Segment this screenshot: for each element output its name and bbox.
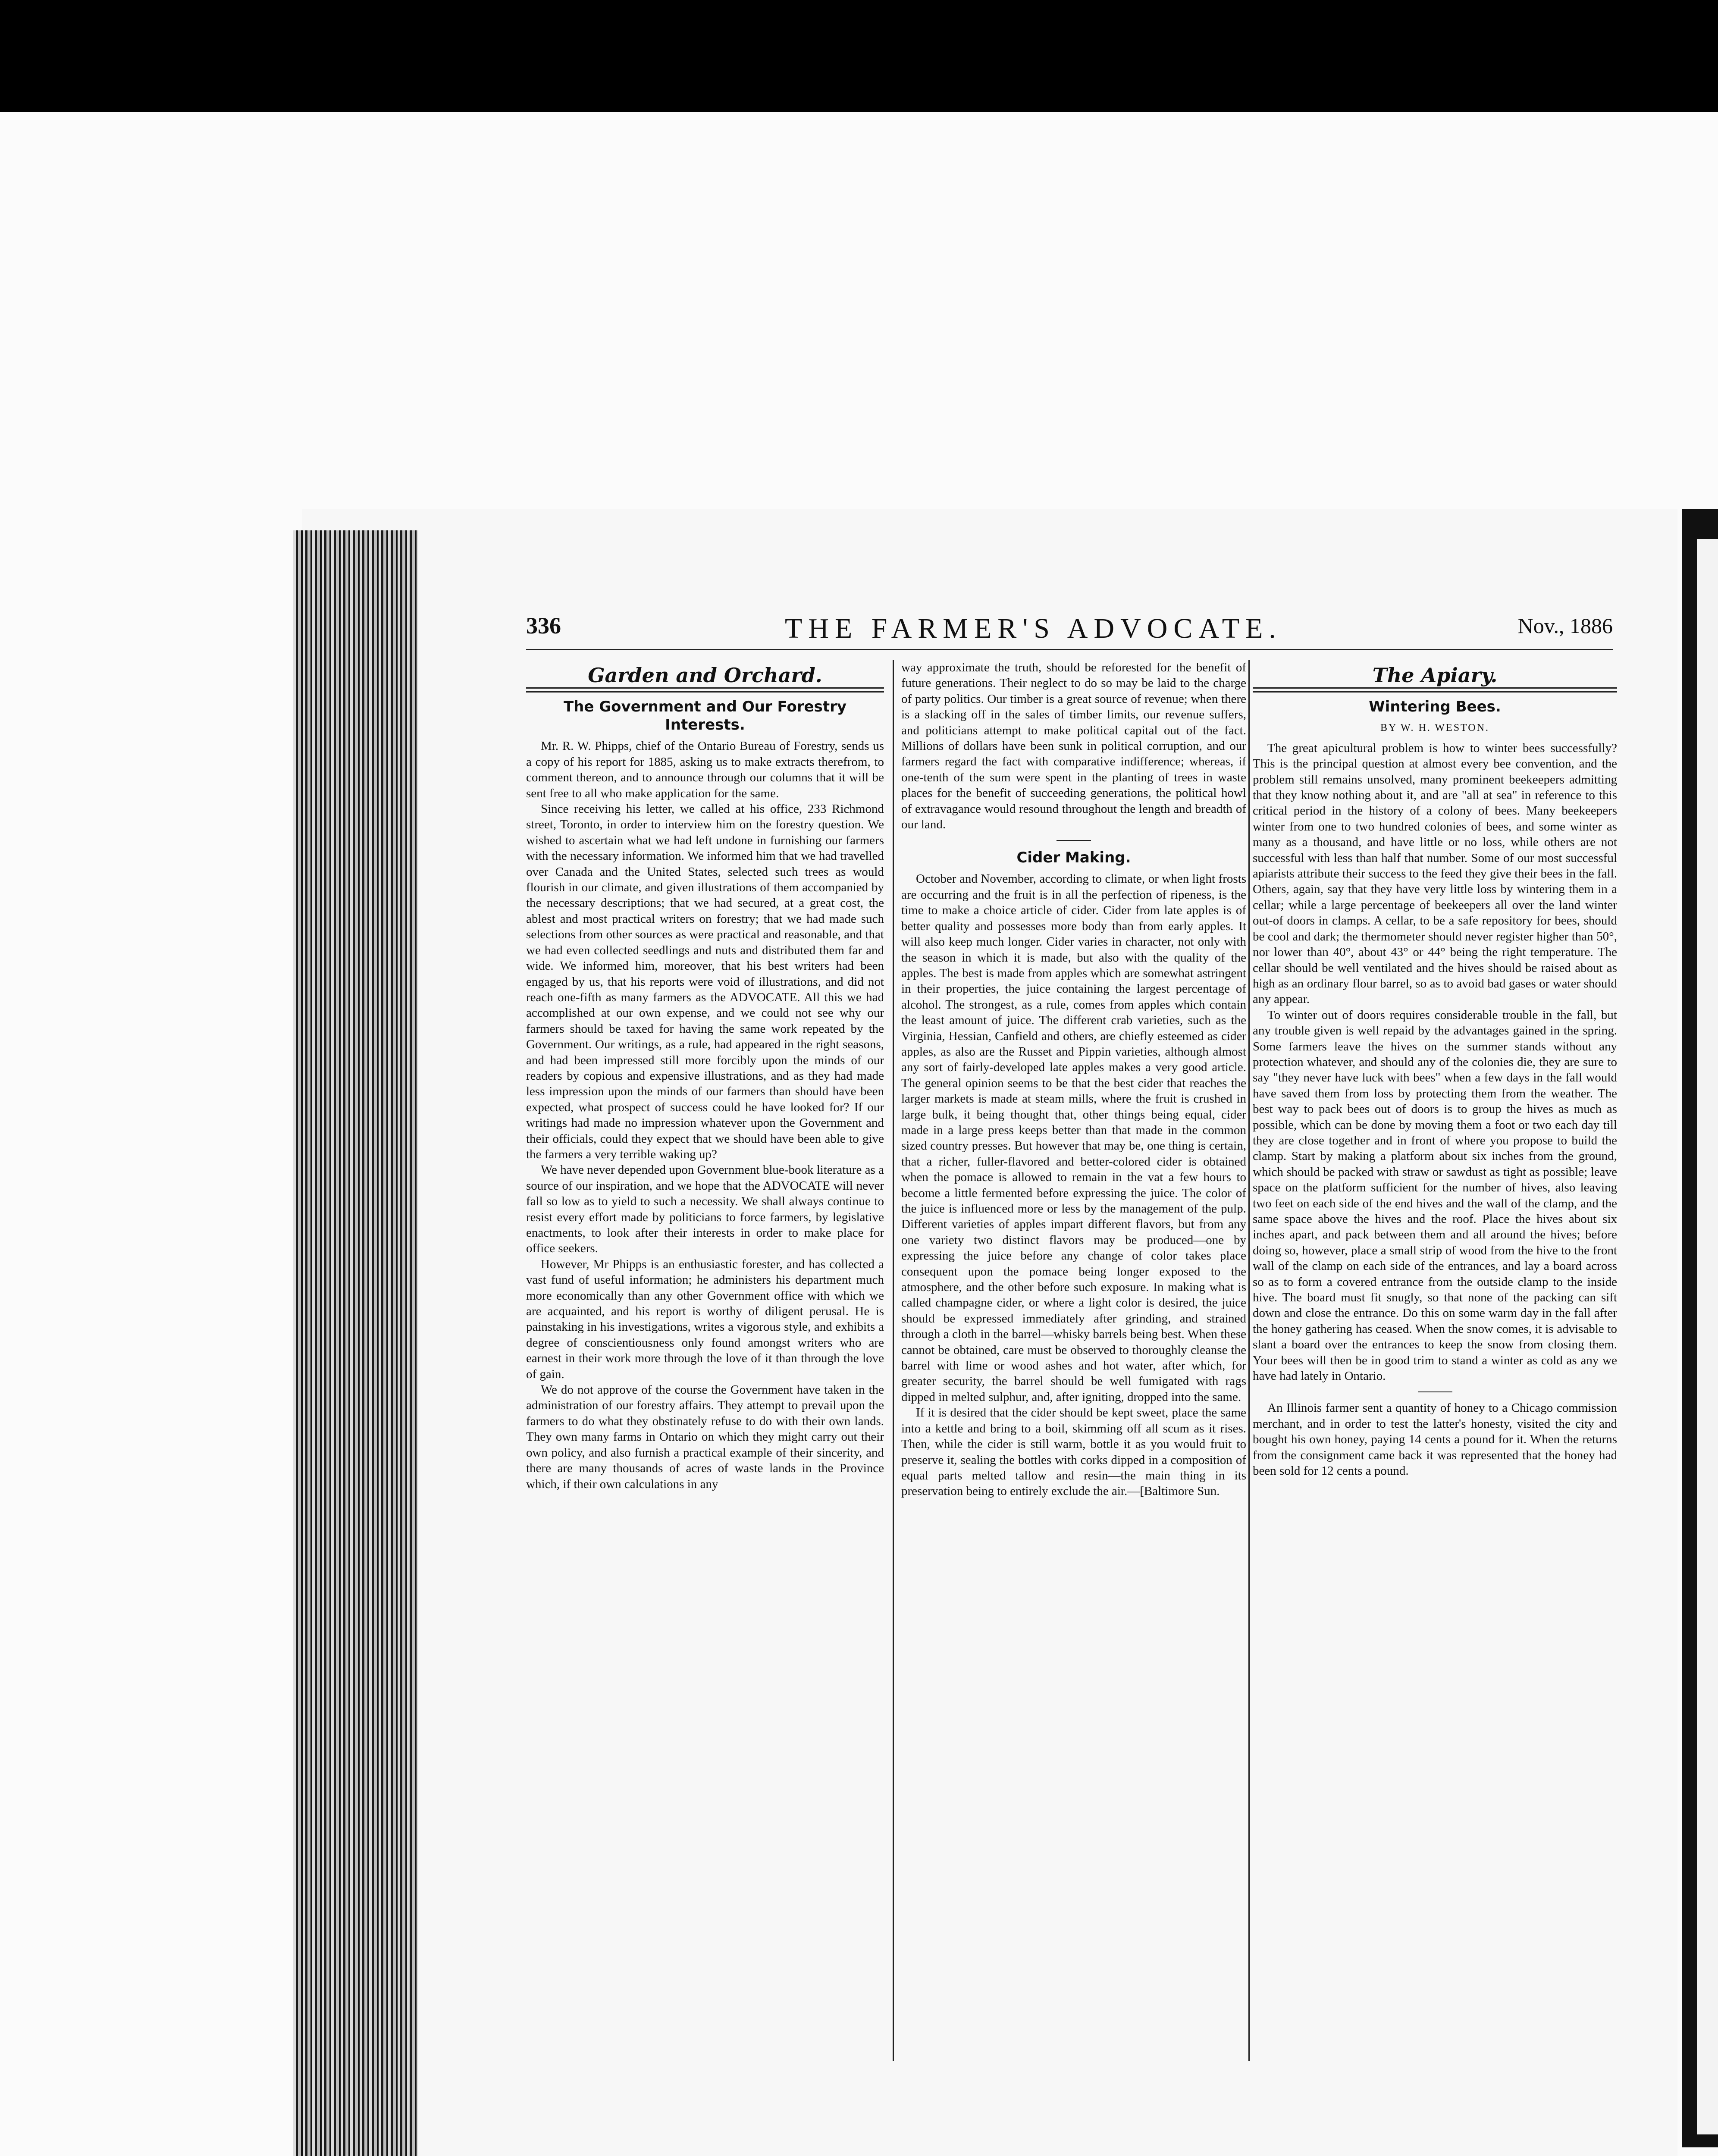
column-1 — [526, 660, 884, 1492]
issue-date: Nov., 1886 — [1517, 614, 1613, 638]
page-header — [526, 612, 1613, 651]
paragraph: Since receiving his letter, we called at his office, 233 Richmond street, Toronto, in order to interview him on the forestry question. We wished to ascertain what we had left undone in furnishing our farmers with the necessary information. We informed him that we had travelled over Canada and the United States, selected such trees as would flourish in our climate, and given illustrations of them accompanied by the necessary descriptions; that we had secured, at a great cost, the ablest and most practical writers on forestry; that we had made such selections from other sources as were practical and reasonable, and that we had even collected seedlings and nuts and distributed them far and wide. We informed him, moreover, that his best writers had been engaged by us, that his reports were void of illustrations, and did not reach one-fifth as many farmers as the ADVOCATE. All this we had accomplished at our own expense, and we could not see why our farmers should be taxed for having the same work repeated by the Government. Our writings, as a rule, had appeared in the right seasons, and had been impressed still more forcibly upon the minds of our readers by copious and expensive illustrations, and as they had made less impression upon the minds of our farmers than should have been expected, what prospect of success could he have looked for? If our writings had made no impression whatever upon the Government and their officials, could they expect that we should have been able to give the farmers a very terrible waking up? — [526, 802, 884, 1161]
article-title: Cider Making. — [1016, 849, 1131, 867]
paragraph: way approximate the truth, should be reforested for the benefit of future generations. Their neglect to do so may be laid to the charge of party politics. Our timber is a great source of revenue; when there is a slacking off in the sales of timber limits, our revenue suffers, and politicians attempt to make political capital out of the fact. Millions of dollars have been sunk in political corruption, and our farmers regard the fact with comparative indifference; whereas, if one-tenth of the sum were spent in the planting of trees in waste places for the benefit of succeeding generations, the political howl of extravagance would resound throughout the length and breadth of our land. — [901, 661, 1246, 832]
article-title: The Government and Our Forestry Interests. — [563, 698, 847, 734]
section-separator — [1418, 1391, 1452, 1392]
column-divider — [893, 660, 894, 2061]
byline: BY W. H. WESTON. — [1380, 722, 1489, 734]
department-heading: Garden and Orchard. — [588, 664, 822, 687]
department-heading: The Apiary. — [1372, 664, 1498, 687]
paragraph: We do not approve of the course the Government have taken in the administration of our forestry affairs. They attempt to prevail upon the farmers to do what they obstinately refuse to do with their own lands. They own many farms in Ontario on which they might carry out their own policy, and also furnish a practical example of their sincerity, and there are many thousands of acres of waste lands in the Province which, if their own calculations in any — [526, 1383, 884, 1491]
paragraph: To winter out of doors requires considerable trouble in the fall, but any trouble given is well repaid by the advantages gained in the spring. Some farmers leave the hives on the summer stands without any protection whatever, and should any of the colonies die, they are sure to say "they never have luck with bees" when a few days in the fall would have saved them from loss by protecting them from the weather. The best way to pack bees out of doors is to group the hives as much as possible, which can be done by moving them a foot or two each day till they are close together and in front of where you propose to build the clamp. Start by making a platform about six inches from the ground, which should be packed with straw or sawdust as tight as possible; leave space on the platform sufficient for the number of hives, also leaving two feet on each side of the end hives and the wall of the clamp, and the same space above the hives and the roof. Place the hives about six inches apart, and pack between them and all around the hives; before doing so, however, place a small strip of wood from the hive to the front wall of the clamp on each side of the entrances, and lay a board across so as to form a covered entrance from the outside clamp to the inside hive. The board must fit snugly, so that none of the packing can sift down and close the entrance. Do this on some warm day in the fall after the honey gathering has ceased. When the snow comes, it is advisable to slant a board over the entrances to keep the snow from closing them. Your bees will then be in good trim to stand a winter as cold as any we have had lately in Ontario. — [1253, 1008, 1617, 1383]
double-rule — [1253, 687, 1617, 693]
double-rule — [526, 687, 884, 693]
book-page-edges — [293, 530, 418, 2156]
page-number: 336 — [526, 613, 561, 639]
header-rule — [526, 649, 1613, 650]
paragraph: October and November, according to climate, or when light frosts are occurring and the fruit is in all the perfection of ripeness, is the time to make a choice article of cider. Cider from late apples is of better quality and possesses more body than from early apples. It will also keep much longer. Cider varies in character, not only with the season in which it is made, but also with the quality of the apples. The best is made from apples which are somewhat astringent in their properties, the juice containing the largest percentage of alcohol. The strongest, as a rule, comes from apples which contain the least amount of juice. The different crab varieties, such as the Virginia, Hessian, Canfield and others, are chiefly esteemed as cider apples, as also are the Russet and Pippin varieties, although almost any sort of fairly-developed late apples makes a very good article. The general opinion seems to be that the best cider that reaches the larger markets is made at steam mills, where the fruit is crushed in large bulk, it being thought that, other things being equal, cider made in a large press keeps better than that made in the common sized country presses. But however that may be, one thing is certain, that a richer, fuller-flavored and better-colored cider is obtained when the pomace is allowed to remain in the vat a few hours to become a little fermented before expressing the juice. The color of the juice is influenced more or less by the management of the pulp. Different varieties of apples impart different flavors, but from any one variety two distinct flavors may be produced—one by expressing the juice before any change of color takes place consequent upon the pomace being longer exposed to the atmosphere, and the other before such exposure. In making what is called champagne cider, or where a light color is desired, the juice should be expressed immediately after grinding, and strained through a cloth in the barrel—whisky barrels being best. When these cannot be obtained, care must be observed to thoroughly cleanse the barrel with lime or wood ashes and hot water, after which, for greater security, the barrel should be well fumigated with rags dipped in melted sulphur, and, after igniting, dropped into the same. — [901, 872, 1246, 1404]
paragraph: We have never depended upon Government blue-book literature as a source of our inspiration, and we hope that the ADVOCATE will never fall so low as to yield to such a necessity. We shall always continue to resist every effort made by politicians to force farmers, by legislative enactments, to look after their interests in order to make place for office seekers. — [526, 1163, 884, 1256]
paragraph: The great apicultural problem is how to winter bees successfully? This is the principal question at almost every bee convention, and the problem still remains unsolved, many prominent beekeepers admitting that they know nothing about it, and are "all at sea" in reference to this critical period in the history of a colony of bees. Many beekeepers winter from one to two hundred colonies of bees, and some winter as many as a thousand, and have little or no loss, while others are not successful with less than half that number. Some of our most successful apiarists attribute their success to the feed they give their bees in the fall. Others, again, say that they have very little loss by wintering them in a cellar; while a large percentage of beekeepers all over the land winter out-of doors in clamps. A cellar, to be a safe repository for bees, should be cool and dark; the thermometer should never register higher than 50°, nor lower than 40°, about 43° or 44° being the right temperature. The cellar should be well ventilated and the hives should be raised about as high as an ordinary flour barrel, so as to avoid bad gases or water should any appear. — [1253, 741, 1617, 1006]
paragraph: An Illinois farmer sent a quantity of honey to a Chicago commission merchant, and in order to test the latter's honesty, visited the city and bought his own honey, paying 14 cents a pound for it. When the returns from the consignment came back it was represented that the honey had been sold for 12 cents a pound. — [1253, 1401, 1617, 1478]
column-2 — [901, 660, 1246, 1499]
column-3 — [1253, 660, 1617, 1479]
paragraph: However, Mr Phipps is an enthusiastic forester, and has collected a vast fund of useful information; he administers his department much more economically than any other Government office with which we are acquainted, and his report is worthy of diligent perusal. He is painstaking in his investigations, writes a vigorous style, and exhibits a degree of conscientiousness only found amongst writers who are earnest in their work more through the love of it than through the love of gain. — [526, 1257, 884, 1381]
next-page-edge — [1697, 539, 1718, 2134]
section-separator — [1057, 840, 1091, 841]
paragraph: Mr. R. W. Phipps, chief of the Ontario Bureau of Forestry, sends us a copy of his report for 1885, asking us to make extracts therefrom, to comment thereon, and to announce through our columns that it will be sent free to all who make application for the same. — [526, 739, 884, 800]
column-divider — [1248, 660, 1250, 2061]
publication-title: THE FARMER'S ADVOCATE. — [785, 613, 1282, 644]
paragraph: If it is desired that the cider should be kept sweet, place the same into a kettle and bring to a boil, skimming off all scum as it rises. Then, while the cider is still warm, bottle it as you would fruit to preserve it, sealing the bottles with corks dipped in a composition of equal parts melted tallow and resin—the main thing in its preservation being to entirely exclude the air.—[Baltimore Sun. — [901, 1406, 1246, 1498]
article-title: Wintering Bees. — [1369, 698, 1501, 716]
